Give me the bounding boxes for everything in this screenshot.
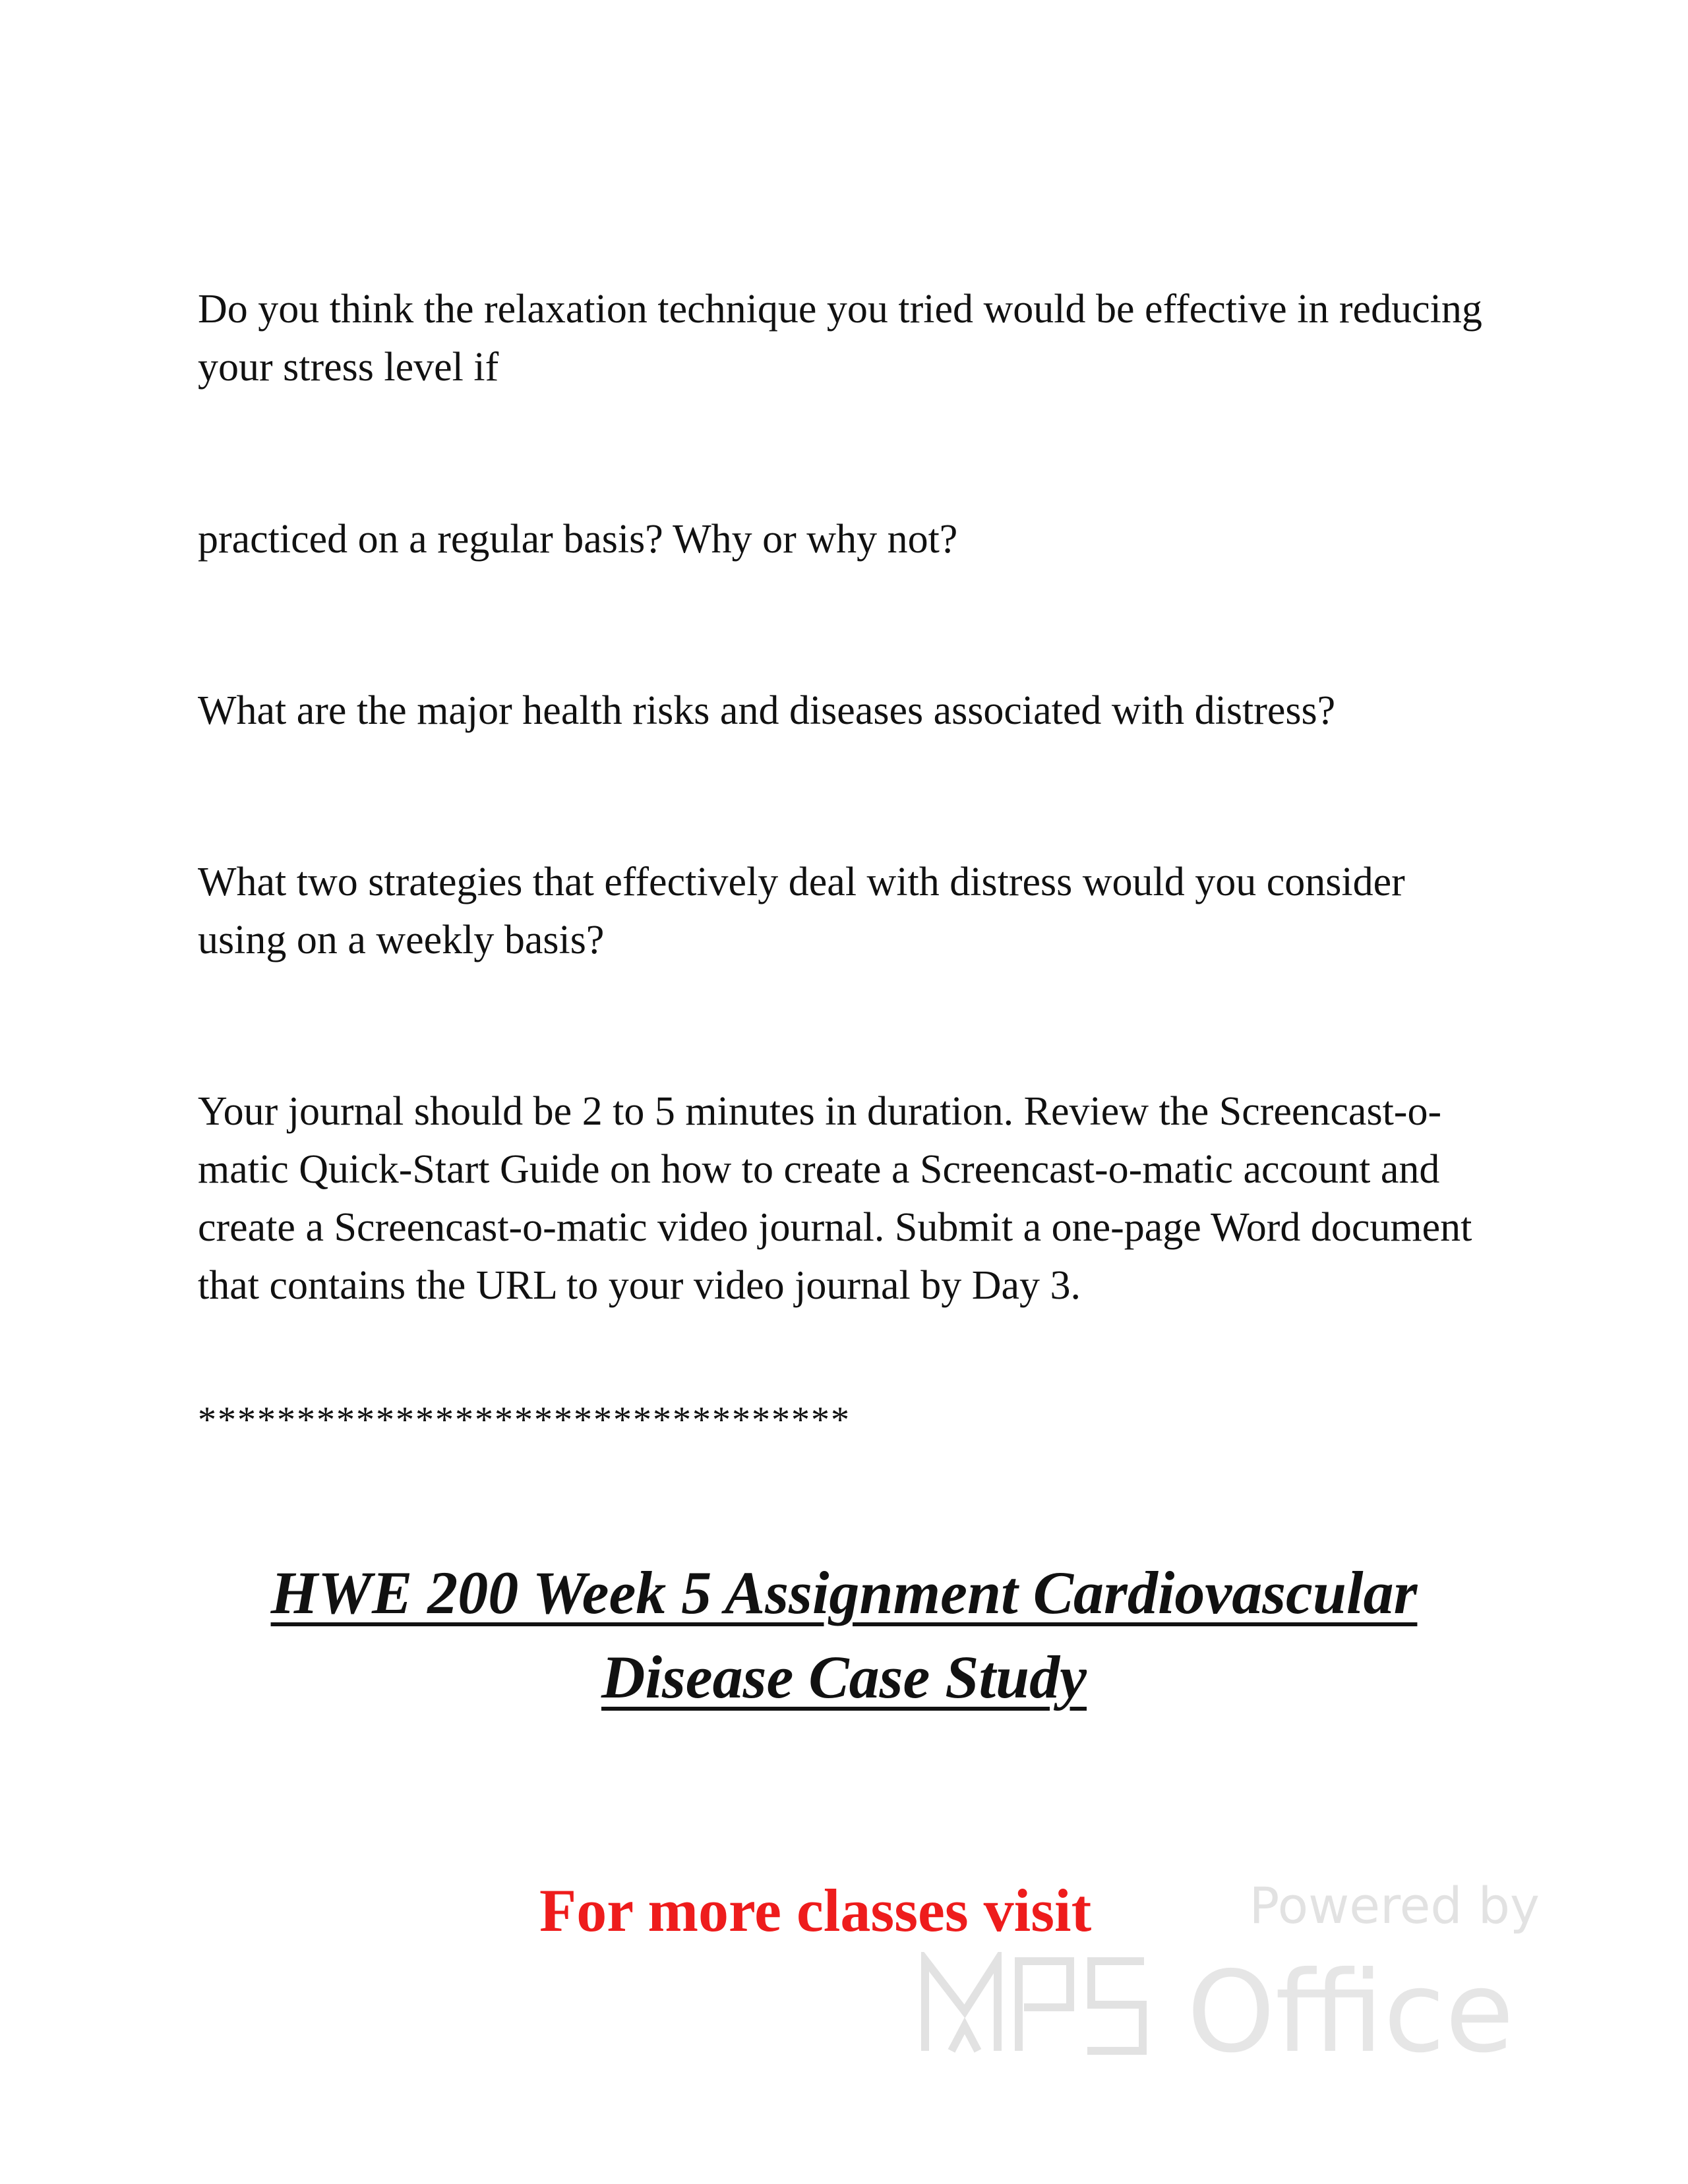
paragraph-health-risks-question: What are the major health risks and diseases associated with distress? [198,688,1336,733]
paragraph-regular-basis-question: practiced on a regular basis? Why or why not? [198,517,958,562]
powered-by-text: Powered by [1249,1876,1540,1935]
paragraph-journal-instructions: Your journal should be 2 to 5 minutes in duration. Review the Screencast-o-matic Quick-Start Guide on how to create a Screencast-o-matic account and create a Screencast-o-matic video journal. Submit a one-page Word document that contains the URL to your video journal by Day 3. [198,1089,1472,1308]
assignment-title-line-1: HWE 200 Week 5 Assignment Cardiovascular [270,1559,1418,1626]
paragraph-relaxation-question: Do you think the relaxation technique you tried would be effective in reducing your stress level if [198,287,1482,390]
asterisk-separator: ********************************* [198,1400,851,1440]
paragraph-strategies-question: What two strategies that effectively deal with distress would you consider using on a weekly basis? [198,860,1405,962]
wps-office-watermark [920,1876,1553,2061]
wps-office-logo-icon [920,1952,1553,2057]
office-wordmark: Office [1187,1952,1515,2057]
more-classes-text: For more classes visit [539,1877,1092,1944]
assignment-title-line-2: Disease Case Study [601,1643,1087,1711]
